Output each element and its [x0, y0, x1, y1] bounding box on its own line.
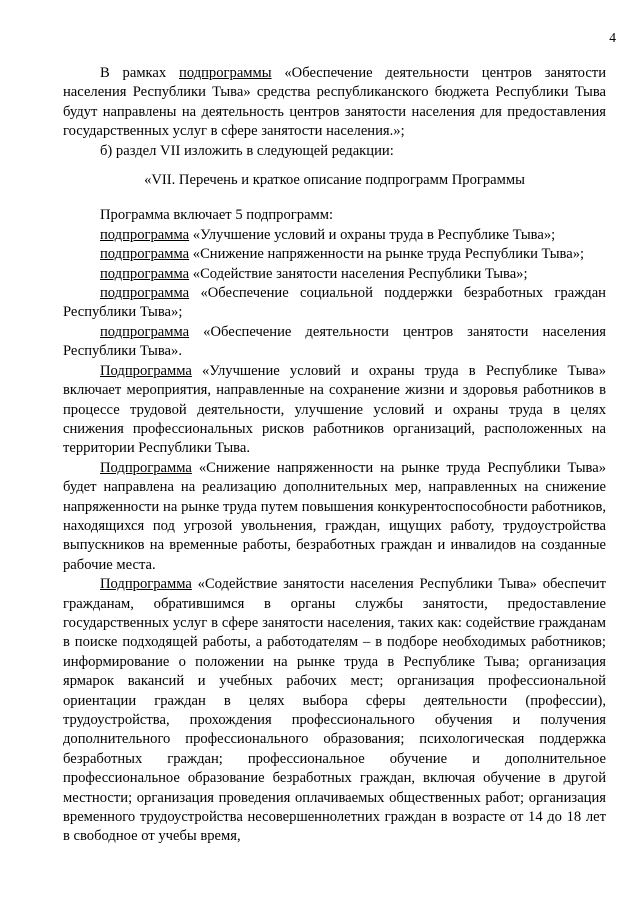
underlined-term: подпрограмма [100, 323, 190, 340]
description-text: «Снижение напряженности на рынке труда Республики Тыва» будет направлена на реализацию дополнительных мер, направленных на снижение напряженности на рынке труда путем повышения конкурентоспособности работников, находящихся под угрозой увольнения, граждан, ищущих работу, трудоустройства выпускников на временные работы, безработных граждан и инвалидов на созданные рабочие места. [63, 459, 606, 573]
underlined-term: подпрограмма [100, 226, 190, 243]
list-intro: Программа включает 5 подпрограмм: [100, 207, 334, 224]
list-item-text: «Снижение напряженности на рынке труда Республики Тыва»; [189, 246, 585, 263]
section-heading: «VII. Перечень и краткое описание подпрограмм Программы [144, 172, 525, 189]
document-body [63, 64, 606, 847]
description-paragraph [63, 575, 606, 847]
underlined-term: Подпрограмма [100, 459, 192, 476]
list-item-text: «Улучшение условий и охраны труда в Республике Тыва»; [189, 226, 556, 243]
underlined-term: подпрограммы [179, 65, 272, 81]
list-item [63, 245, 606, 264]
page-number: 4 [609, 30, 616, 45]
paragraph-subprogram-funding [63, 64, 606, 142]
list-item-text: «Обеспечение деятельности центров занятости населения Республики Тыва». [63, 323, 606, 360]
description-paragraph [63, 459, 606, 575]
underlined-term: Подпрограмма [100, 362, 192, 379]
paragraph-text: «Обеспечение деятельности центров занятости населения Республики Тыва» средства республиканского бюджета Республики Тыва будут направлены на деятельность центров занятости населения для предоставления государственных услуг в сфере занятости населения.»; [63, 65, 606, 140]
list-item [63, 265, 606, 284]
list-item-text: «Обеспечение социальной поддержки безработных граждан Республики Тыва»; [63, 285, 606, 321]
paragraph-lead: В рамках [100, 65, 180, 81]
underlined-term: подпрограмма [100, 246, 190, 263]
underlined-term: Подпрограмма [100, 576, 192, 593]
paragraph-lead: б) раздел VII изложить в следующей редакции: [100, 142, 394, 159]
underlined-term: подпрограмма [100, 285, 190, 302]
list-item [63, 226, 606, 245]
list-item-text: «Содействие занятости населения Республики Тыва»; [189, 265, 528, 282]
description-paragraph [63, 362, 606, 459]
description-text: «Содействие занятости населения Республики Тыва» обеспечит гражданам, обратившимся в органы службы занятости, предоставление государственных услуг в сфере занятости населения, таких как: содействие гражданам в поиске подходящей работы, а работодателям – в подборе необходимых работников; информирование о положении на рынке труда в Республике Тыва; организация ярмарок вакансий и учебных рабочих мест; организация профессиональной ориентации граждан в целях выбора сферы деятельности (профессии), трудоустройства, прохождения профессионального обучения и получения дополнительного профессионального образования; психологическая поддержка безработных граждан; профессиональное обучение и дополнительное профессиональное образование безработных граждан, включая обучение в другой местности; организация проведения оплачиваемых общественных работ; организация временного трудоустройства несовершеннолетних граждан в возрасте от 14 до 18 лет в свободное от учебы время, [63, 576, 606, 845]
description-text: «Улучшение условий и охраны труда в Республике Тыва» включает мероприятия, направленные на сохранение жизни и здоровья работников в процессе трудовой деятельности, улучшение условий и охраны труда в целях снижения профессиональных рисков работников организаций, расположенных на территории Республики Тыва. [63, 362, 606, 457]
underlined-term: подпрограмма [100, 265, 190, 282]
list-item [63, 284, 606, 323]
list-item [63, 323, 606, 362]
paragraph-section-edit [63, 142, 606, 161]
